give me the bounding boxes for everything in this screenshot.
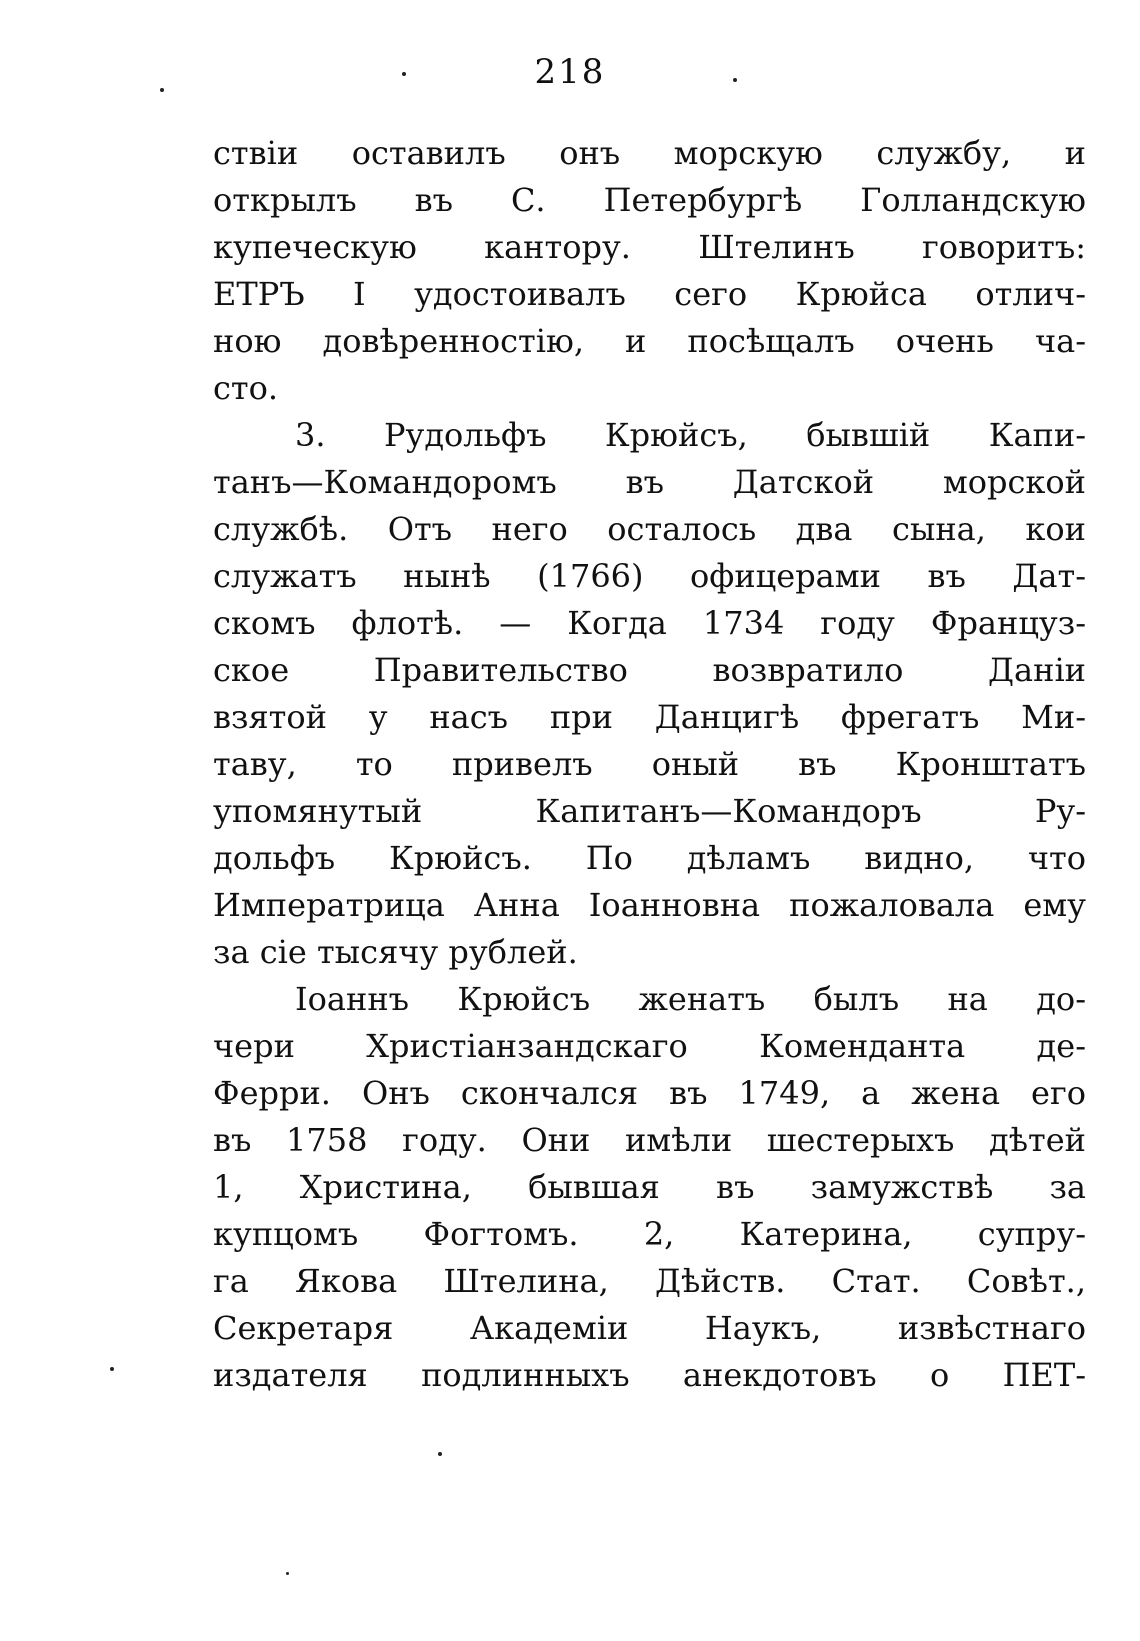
- text-line: танъ—Командоромъ въ Датской морской: [213, 463, 1086, 501]
- text-line: 1, Христина, бывшая въ замужствѣ за: [213, 1168, 1086, 1206]
- text-line: упомянутый Капитанъ—Командоръ Ру-: [213, 792, 1086, 830]
- text-line: таву, то привелъ оный въ Кронштатъ: [213, 745, 1086, 783]
- text-line: сто.: [213, 369, 279, 407]
- text-line: дольфъ Крюйсъ. По дѣламъ видно, что: [213, 839, 1086, 877]
- speck: [438, 1452, 442, 1456]
- text-line: служатъ нынѣ (1766) офицерами въ Дат-: [213, 557, 1086, 595]
- text-line: открылъ въ С. Петербургѣ Голландскую: [213, 181, 1086, 219]
- text-line: ствіи оставилъ онъ морскую службу, и: [213, 134, 1086, 172]
- text-line: за сіе тысячу рублей.: [213, 933, 578, 971]
- text-line: купцомъ Фогтомъ. 2, Катерина, супру-: [213, 1215, 1086, 1253]
- text-line: въ 1758 году. Они имѣли шестерыхъ дѣтей: [213, 1121, 1086, 1159]
- text-line: купеческую кантору. Штелинъ говоритъ:: [213, 228, 1086, 266]
- text-line: Іоаннъ Крюйсъ женатъ былъ на до-: [295, 980, 1086, 1018]
- text-line: 3. Рудольфъ Крюйсъ, бывшій Капи-: [295, 416, 1086, 454]
- text-line: издателя подлинныхъ анекдотовъ о ПЕТ-: [213, 1356, 1086, 1394]
- text-line: скомъ флотѣ. — Когда 1734 году Француз-: [213, 604, 1086, 642]
- text-line: чери Христіанзандскаго Коменданта де-: [213, 1027, 1086, 1065]
- speck: [286, 1572, 289, 1575]
- text-line: га Якова Штелина, Дѣйств. Стат. Совѣт.,: [213, 1262, 1086, 1300]
- text-line: Секретаря Академіи Наукъ, извѣстнаго: [213, 1309, 1086, 1347]
- text-line: ною довѣренностію, и посѣщалъ очень ча-: [213, 322, 1086, 360]
- text-line: ЕТРЪ I удостоивалъ сего Крюйса отлич-: [213, 275, 1086, 313]
- text-line: ское Правительство возвратило Даніи: [213, 651, 1086, 689]
- text-line: Императрица Анна Іоанновна пожаловала ему: [213, 886, 1086, 924]
- speck: [733, 78, 737, 82]
- speck: [110, 1367, 114, 1371]
- text-line: службѣ. Отъ него осталось два сына, кои: [213, 510, 1086, 548]
- speck: [160, 88, 164, 92]
- text-line: Ферри. Онъ скончался въ 1749, а жена его: [213, 1074, 1086, 1112]
- text-line: взятой у насъ при Данцигѣ фрегатъ Ми-: [213, 698, 1086, 736]
- speck: [402, 72, 406, 76]
- page-number: 218: [534, 52, 606, 92]
- body-text: [213, 130, 1086, 1399]
